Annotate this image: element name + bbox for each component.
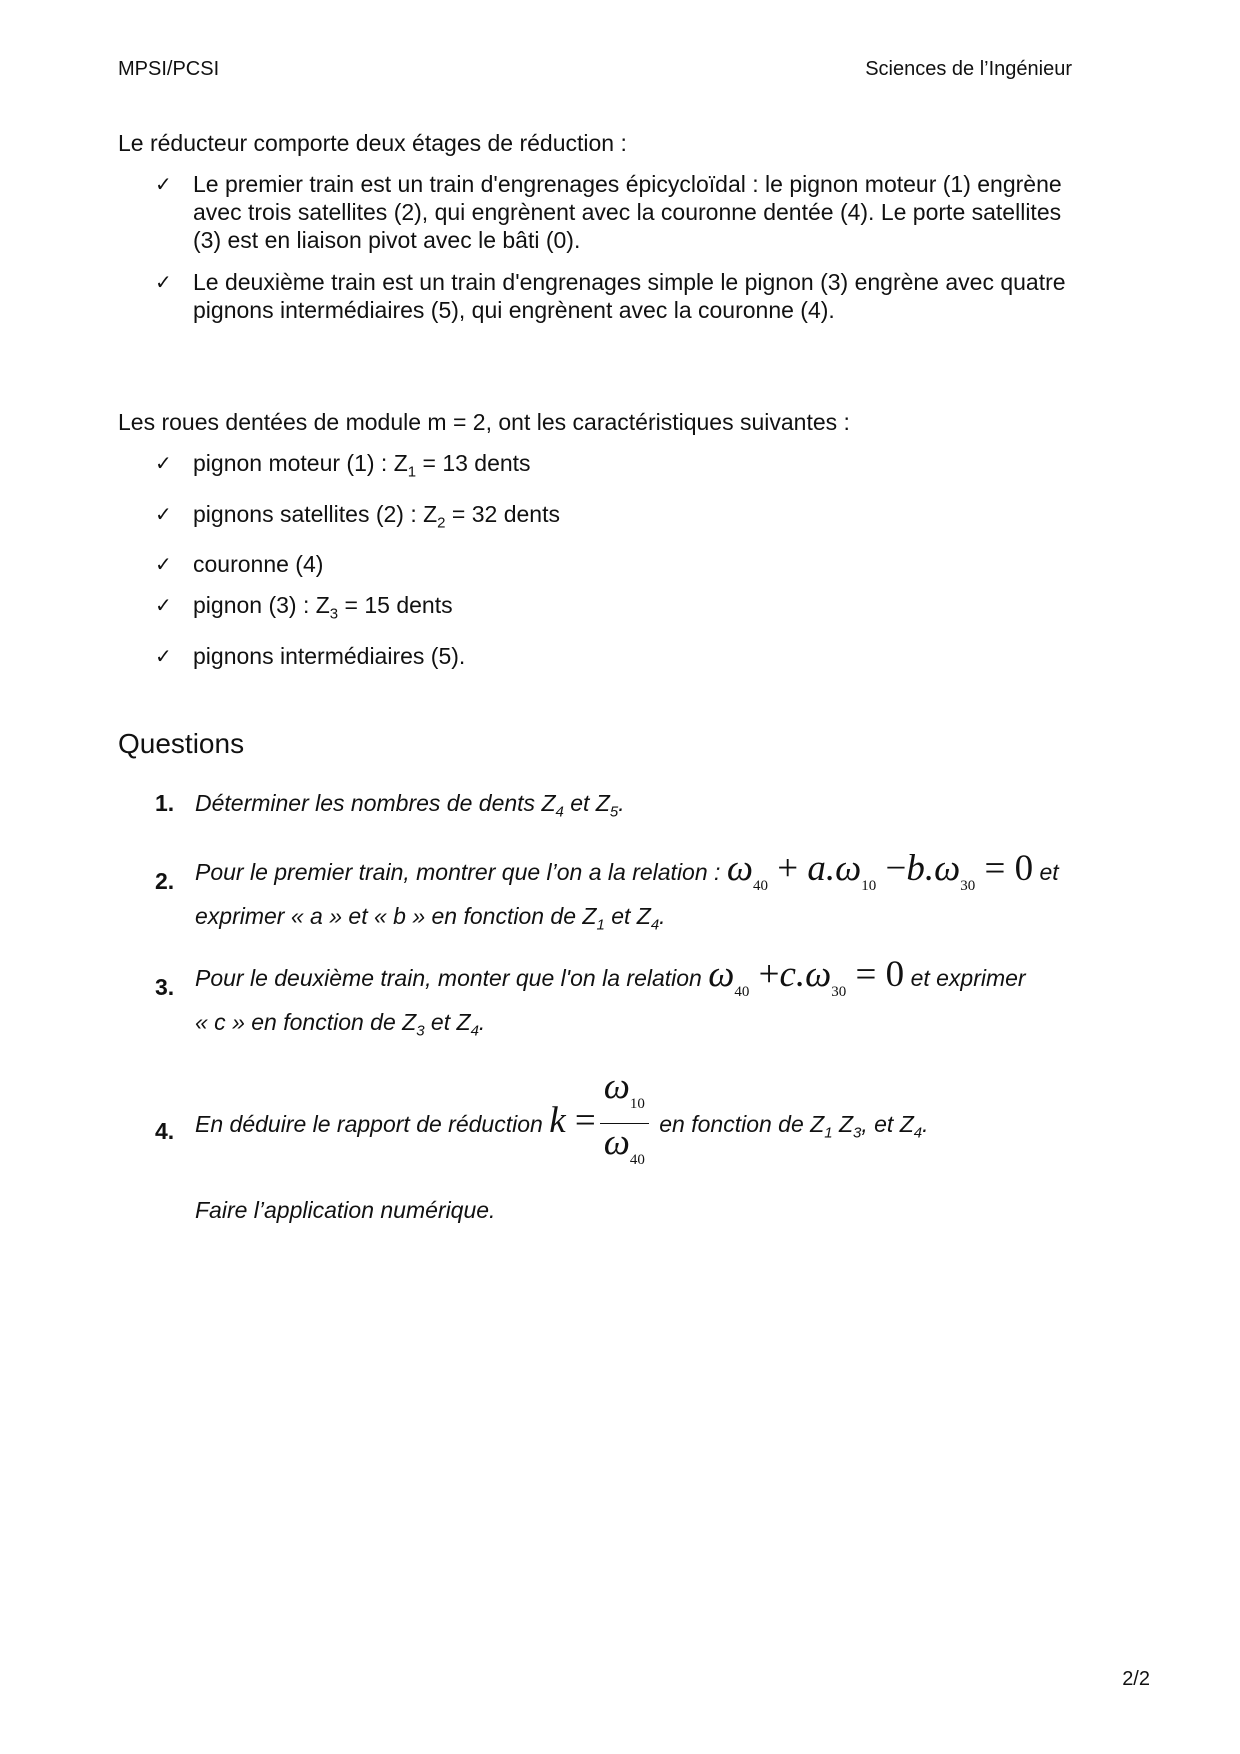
q4-text: En déduire le rapport de réduction <box>195 1110 543 1137</box>
list-item <box>155 170 1145 254</box>
check-icon: ✓ <box>155 501 172 526</box>
wheel-text: pignons satellites (2) : Z <box>193 500 438 527</box>
question-2 <box>155 848 1135 943</box>
stage-2-line-1: Le deuxième train est un train d'engrenages simple le pignon (3) engrène avec quatre <box>193 269 1066 295</box>
q3-text: et Z <box>424 1009 471 1035</box>
check-icon: ✓ <box>155 643 172 668</box>
stage-1-line-1: Le premier train est un train d'engrenages épicycloïdal : le pignon moteur (1) engrène <box>193 171 1062 197</box>
q2-text: et Z <box>604 903 651 929</box>
q4-sub: 4 <box>913 1124 923 1142</box>
question-1 <box>155 786 625 830</box>
q4-sub: 1 <box>824 1124 833 1142</box>
q3-sub: 3 <box>416 1022 425 1040</box>
q4-text: , et Z <box>861 1110 914 1137</box>
list-item <box>155 449 1145 487</box>
q2-sub: 4 <box>650 916 660 934</box>
question-number: 1. <box>155 790 175 816</box>
q3-sub: 4 <box>470 1022 479 1040</box>
check-icon: ✓ <box>155 451 172 475</box>
header-right: Sciences de l’Ingénieur <box>865 58 1072 80</box>
q1-text: . <box>618 790 625 816</box>
q2-text: exprimer « a » et « b » en fonction de Z <box>195 903 597 929</box>
check-icon: ✓ <box>155 270 172 294</box>
wheel-value: = 32 dents <box>445 500 560 527</box>
question-3 <box>155 954 1135 1049</box>
list-item <box>155 591 1145 629</box>
list-item <box>155 550 1145 578</box>
wheel-sub: 2 <box>437 514 446 532</box>
question-number: 4. <box>155 1118 175 1144</box>
questions-title: Questions <box>118 728 245 759</box>
list-item <box>155 642 1145 670</box>
wheels-list <box>155 449 1145 670</box>
wheel-sub: 3 <box>329 605 339 623</box>
stages-list <box>155 170 1145 324</box>
wheel-value: = 13 dents <box>416 450 531 476</box>
wheel-text: pignon moteur (1) : Z <box>193 450 408 476</box>
intro-stages: Le réducteur comporte deux étages de réduction : <box>118 130 627 156</box>
q1-sub: 5 <box>609 803 619 821</box>
stage-1-line-2: avec trois satellites (2), qui engrènent avec la couronne dentée (4). Le porte satellites <box>193 199 1062 225</box>
list-item <box>155 500 1145 538</box>
q4-text: Z <box>832 1110 854 1137</box>
question-number: 2. <box>155 868 175 894</box>
question-4 <box>155 1066 1135 1227</box>
q4-text: en fonction de Z <box>659 1110 825 1137</box>
q2-sub: 1 <box>596 916 605 934</box>
q4-sub: 3 <box>853 1124 862 1142</box>
intro-wheels: Les roues dentées de module m = 2, ont les caractéristiques suivantes : <box>118 409 850 435</box>
numeric-application: Faire l’application numérique. <box>195 1197 496 1223</box>
list-item <box>155 268 1145 324</box>
wheel-value: = 15 dents <box>338 592 453 619</box>
q2-text: et <box>1039 859 1059 885</box>
reduction-ratio-formula: k = $\frac{\omega_{10}}{\omega_{40}}$ <box>549 1100 653 1141</box>
q4-text: . <box>922 1110 929 1137</box>
equation-second-train: $\omega_{40} +c.\omega_{30} = 0$ <box>708 954 905 1000</box>
q1-sub: 4 <box>555 803 564 821</box>
q3-text: et exprimer <box>910 965 1026 991</box>
wheel-sub: 1 <box>407 463 417 481</box>
wheel-text: couronne (4) <box>193 551 324 578</box>
q2-text: Pour le premier train, montrer que l’on a la relation : <box>195 859 721 885</box>
q1-text: et Z <box>563 790 610 816</box>
question-number: 3. <box>155 974 175 1000</box>
q3-text: « c » en fonction de Z <box>195 1009 417 1035</box>
q3-text: Pour le deuxième train, monter que l'on la relation <box>195 965 702 991</box>
q1-text: Déterminer les nombres de dents Z <box>195 790 556 816</box>
q2-text: . <box>659 903 666 929</box>
page-number: 2/2 <box>1122 1668 1150 1690</box>
wheel-text: pignon (3) : Z <box>193 592 330 619</box>
check-icon: ✓ <box>155 172 172 196</box>
check-icon: ✓ <box>155 593 172 618</box>
q3-text: . <box>478 1009 486 1035</box>
equation-first-train: $\omega_{40} + a.\omega_{10} -b.\omega_{30} = 0$ <box>726 848 1034 894</box>
wheel-text: pignons intermédiaires (5). <box>193 642 466 669</box>
stage-1-line-3: (3) est en liaison pivot avec le bâti (0). <box>193 227 581 253</box>
header-left: MPSI/PCSI <box>118 58 220 80</box>
check-icon: ✓ <box>155 552 172 577</box>
stage-2-line-2: pignons intermédiaires (5), qui engrènent avec la couronne (4). <box>193 297 835 323</box>
